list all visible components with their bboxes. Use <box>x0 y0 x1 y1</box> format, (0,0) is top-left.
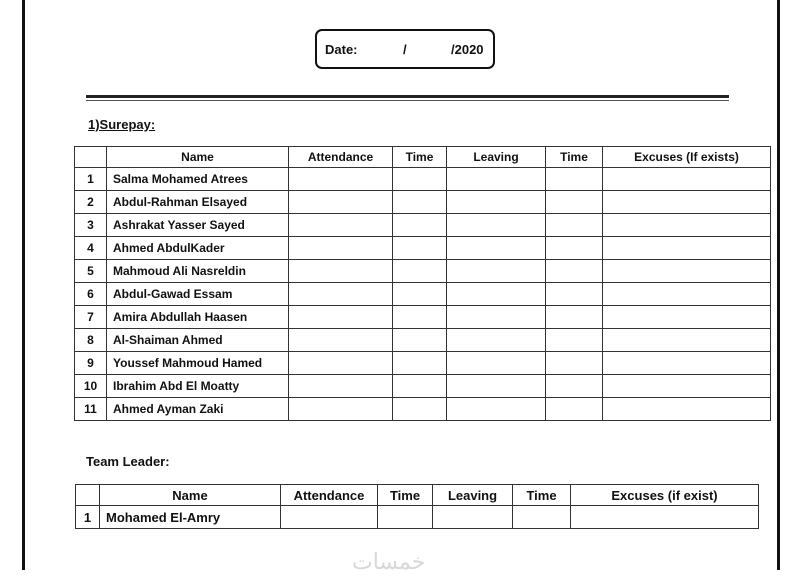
time-out-cell[interactable] <box>546 352 603 375</box>
leaving-cell[interactable] <box>447 306 546 329</box>
time-in-cell[interactable] <box>393 237 447 260</box>
table-row <box>75 168 771 191</box>
row-name: Mahmoud Ali Nasreldin <box>107 260 289 283</box>
attendance-cell[interactable] <box>289 237 393 260</box>
watermark: خمسات <box>352 549 426 574</box>
excuses-cell[interactable] <box>603 398 771 421</box>
table-row <box>75 329 771 352</box>
attendance-cell[interactable] <box>281 506 378 529</box>
column-header-leaving: Leaving <box>447 147 546 168</box>
row-number: 5 <box>75 260 107 283</box>
excuses-cell[interactable] <box>603 214 771 237</box>
row-name: Salma Mohamed Atrees <box>107 168 289 191</box>
table-row <box>75 375 771 398</box>
table-row <box>75 398 771 421</box>
row-name: Ibrahim Abd El Moatty <box>107 375 289 398</box>
table-row <box>75 214 771 237</box>
time-out-cell[interactable] <box>546 237 603 260</box>
row-name: Abdul-Gawad Essam <box>107 283 289 306</box>
excuses-cell[interactable] <box>603 329 771 352</box>
leaving-cell[interactable] <box>447 168 546 191</box>
table-row <box>75 283 771 306</box>
attendance-cell[interactable] <box>289 352 393 375</box>
row-number: 2 <box>75 191 107 214</box>
row-name: Ahmed AbdulKader <box>107 237 289 260</box>
time-in-cell[interactable] <box>393 168 447 191</box>
row-number: 6 <box>75 283 107 306</box>
time-in-cell[interactable] <box>393 352 447 375</box>
time-out-cell[interactable] <box>546 306 603 329</box>
header-rule-thick <box>86 95 729 98</box>
leaving-cell[interactable] <box>447 237 546 260</box>
column-header-number <box>76 485 100 506</box>
row-name: Abdul-Rahman Elsayed <box>107 191 289 214</box>
excuses-cell[interactable] <box>603 375 771 398</box>
column-header-excuses: Excuses (if exist) <box>571 485 759 506</box>
time-out-cell[interactable] <box>546 375 603 398</box>
time-in-cell[interactable] <box>393 306 447 329</box>
column-header-name: Name <box>107 147 289 168</box>
column-header-time: Time <box>546 147 603 168</box>
row-number: 4 <box>75 237 107 260</box>
leaving-cell[interactable] <box>433 506 513 529</box>
time-out-cell[interactable] <box>546 191 603 214</box>
page-border-left <box>22 0 25 570</box>
excuses-cell[interactable] <box>603 237 771 260</box>
team-leader-table <box>75 484 759 529</box>
time-out-cell[interactable] <box>546 329 603 352</box>
attendance-cell[interactable] <box>289 214 393 237</box>
time-in-cell[interactable] <box>378 506 433 529</box>
column-header-time: Time <box>378 485 433 506</box>
table-row <box>75 237 771 260</box>
time-in-cell[interactable] <box>393 283 447 306</box>
table-row <box>75 306 771 329</box>
time-out-cell[interactable] <box>546 260 603 283</box>
leaving-cell[interactable] <box>447 329 546 352</box>
time-in-cell[interactable] <box>393 191 447 214</box>
leaving-cell[interactable] <box>447 260 546 283</box>
row-name: Mohamed El-Amry <box>100 506 281 529</box>
leaving-cell[interactable] <box>447 191 546 214</box>
table-row <box>75 260 771 283</box>
attendance-cell[interactable] <box>289 260 393 283</box>
leaving-cell[interactable] <box>447 283 546 306</box>
team-leader-title: Team Leader: <box>86 454 170 469</box>
column-header-leaving: Leaving <box>433 485 513 506</box>
date-box <box>315 29 495 69</box>
date-separator: / <box>403 42 407 57</box>
column-header-attendance: Attendance <box>281 485 378 506</box>
row-name: Youssef Mahmoud Hamed <box>107 352 289 375</box>
attendance-table <box>74 146 771 421</box>
excuses-cell[interactable] <box>571 506 759 529</box>
column-header-attendance: Attendance <box>289 147 393 168</box>
row-number: 7 <box>75 306 107 329</box>
row-name: Ahmed Ayman Zaki <box>107 398 289 421</box>
table-header-row <box>75 147 771 168</box>
leaving-cell[interactable] <box>447 375 546 398</box>
table-row <box>75 352 771 375</box>
excuses-cell[interactable] <box>603 260 771 283</box>
table-header-row <box>76 485 759 506</box>
attendance-cell[interactable] <box>289 191 393 214</box>
leaving-cell[interactable] <box>447 214 546 237</box>
section-title: 1)Surepay: <box>88 117 156 132</box>
column-header-name: Name <box>100 485 281 506</box>
attendance-cell[interactable] <box>289 306 393 329</box>
table-row <box>76 506 759 529</box>
excuses-cell[interactable] <box>603 352 771 375</box>
excuses-cell[interactable] <box>603 283 771 306</box>
attendance-cell[interactable] <box>289 283 393 306</box>
excuses-cell[interactable] <box>603 306 771 329</box>
table-row <box>75 191 771 214</box>
date-year: /2020 <box>451 42 484 57</box>
row-name: Amira Abdullah Haasen <box>107 306 289 329</box>
column-header-time: Time <box>393 147 447 168</box>
time-in-cell[interactable] <box>393 375 447 398</box>
attendance-cell[interactable] <box>289 398 393 421</box>
attendance-cell[interactable] <box>289 168 393 191</box>
page-border-right <box>777 0 780 570</box>
column-header-excuses: Excuses (If exists) <box>603 147 771 168</box>
time-out-cell[interactable] <box>546 398 603 421</box>
time-in-cell[interactable] <box>393 260 447 283</box>
row-number: 1 <box>76 506 100 529</box>
row-name: Ashrakat Yasser Sayed <box>107 214 289 237</box>
row-number: 1 <box>75 168 107 191</box>
time-out-cell[interactable] <box>546 168 603 191</box>
column-header-time: Time <box>513 485 571 506</box>
time-in-cell[interactable] <box>393 214 447 237</box>
excuses-cell[interactable] <box>603 168 771 191</box>
attendance-cell[interactable] <box>289 329 393 352</box>
date-label: Date: <box>325 42 358 57</box>
leaving-cell[interactable] <box>447 352 546 375</box>
time-in-cell[interactable] <box>393 398 447 421</box>
time-in-cell[interactable] <box>393 329 447 352</box>
row-number: 8 <box>75 329 107 352</box>
attendance-cell[interactable] <box>289 375 393 398</box>
header-rule-thin <box>86 100 729 101</box>
excuses-cell[interactable] <box>603 191 771 214</box>
row-number: 9 <box>75 352 107 375</box>
row-name: Al-Shaiman Ahmed <box>107 329 289 352</box>
row-number: 3 <box>75 214 107 237</box>
time-out-cell[interactable] <box>546 214 603 237</box>
time-out-cell[interactable] <box>513 506 571 529</box>
column-header-number <box>75 147 107 168</box>
time-out-cell[interactable] <box>546 283 603 306</box>
row-number: 11 <box>75 398 107 421</box>
leaving-cell[interactable] <box>447 398 546 421</box>
row-number: 10 <box>75 375 107 398</box>
